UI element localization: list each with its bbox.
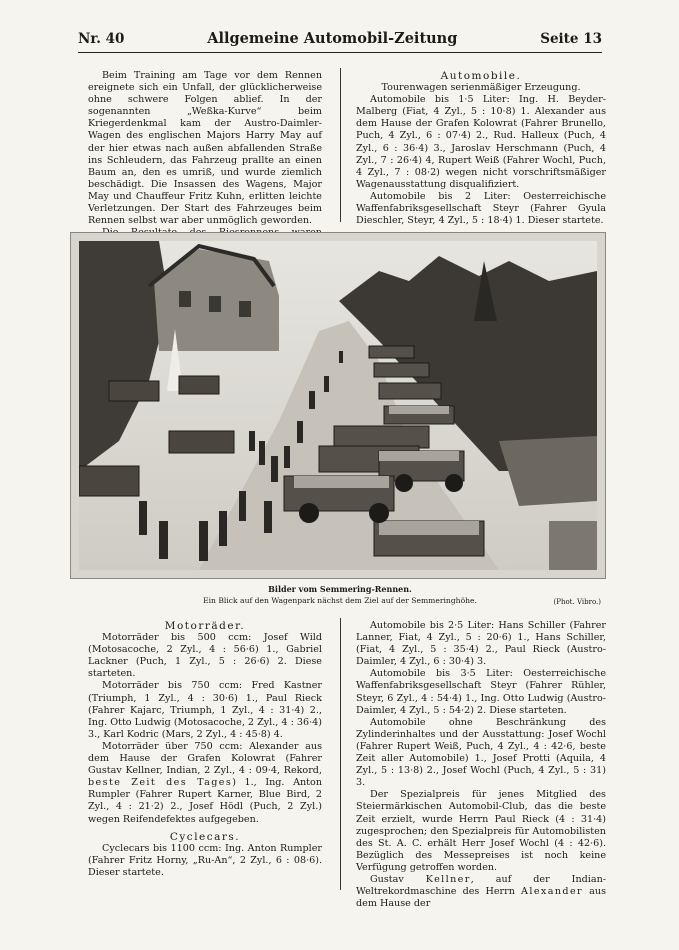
race-photo-image: [79, 241, 597, 570]
result-over-750-part1: Motorräder über 750 ccm: Alexander aus dem Hause der Grafen Kolowrat (Fahrer Gustav Kellner, Indian, 2 Zyl., 4 : 09·4, Rekord,: [88, 740, 322, 777]
result-1-5-liter: Automobile bis 1·5 Liter: Ing. H. Beyder-Malberg (Fiat, 4 Zyl., 5 : 10·8) 1. Alexander aus dem Hause der Grafen Kolowrat (Fahrer Brunello, Puch, 4 Zyl., 6 : 07·4) 2., Rud. Halleux (Puch, 4 Zyl., 6 : 36·4) 3., Jaroslav Herschmann (Puch, 4 Zyl., 7 : 26·4) 4, Rupert Weiß (Fahrer Wochl, Puch, 4 Zyl., 7 : 08·2) wegen nicht vorschriftsmäßiger Wagenausstattung disqualifiziert.: [356, 94, 606, 190]
result-over-750-part2: ) 1., Ing. Anton Rumpler (Fahrer Rupert Karner, Blue Bird, 2 Zyl., 4 : 21·2) 2., Josef Hödl (Puch, 2 Zyl.) wegen Reifendefektes aufgegeben.: [88, 777, 322, 825]
result-3-5-liter: Automobile bis 3·5 Liter: Oesterreichische Waffenfabriksgesellschaft Steyr (Fahrer Rühler, Steyr, 6 Zyl., 4 : 54·4) 1., Ing. Otto Ludwig (Austro-Daimler, 4 Zyl., 5 : 54·2) 2. Diese starteten.: [356, 668, 606, 716]
issue-number: Nr. 40: [78, 31, 125, 47]
newspaper-title: Allgemeine Automobil-Zeitung: [207, 30, 458, 47]
column-divider-top: [340, 68, 341, 222]
kellner-part3: aus dem Hause der: [356, 886, 606, 910]
kellner-paragraph: [356, 874, 606, 910]
left-column-bottom: [88, 620, 322, 879]
result-unrestricted: Automobile ohne Beschränkung des Zylinderinhaltes und der Ausstattung: Josef Wochl (Fahrer Rupert Weiß, Puch, 4 Zyl., 4 : 42·6, beste Zeit aller Automobile) 1., Josef Protti (Aquila, 4 Zyl., 5 : 13·8) 2., Josef Wochl (Puch, 4 Zyl., 5 : 31) 3.: [356, 716, 606, 789]
race-photo: [70, 232, 606, 579]
result-2-liter: Automobile bis 2 Liter: Oesterreichische Waffenfabriksgesellschaft Steyr (Fahrer Gyula Dieschler, Steyr, 4 Zyl., 5 : 18·4) 1. Dieser startete.: [356, 190, 606, 227]
special-prize-paragraph: Der Spezialpreis für jenes Mitglied des Steiermärkischen Automobil-Club, das die beste Zeit erzielt, wurde Herrn Paul Rieck (4 : 31·4) zugesprochen; den Spezialpreis für Automobilisten des St. A. C. erhält Herr Josef Wochl (4 : 42·6). Bezüglich des Messepreises ist noch keine Verfügung getroffen worden.: [356, 789, 606, 873]
subheading-tourenwagen: Tourenwagen serienmäßiger Erzeugung.: [381, 82, 581, 94]
alexander-name: Alexander: [521, 886, 584, 898]
section-heading-cyclecars: Cyclecars.: [169, 830, 241, 843]
kellner-part2: , auf der Indian-Weltrekordmaschine des Herrn: [356, 873, 606, 898]
result-over-750-ccm: [88, 741, 322, 826]
section-heading-automobile: Automobile.: [440, 70, 522, 82]
kellner-name: Kellner: [425, 873, 471, 885]
page-header: [78, 30, 602, 52]
photo-credit: (Phot. Vibro.): [553, 598, 601, 606]
right-column-top: [356, 70, 606, 227]
photo-caption-subtitle: Ein Blick auf den Wagenpark nächst dem Ziel auf der Semmeringhöhe.: [203, 596, 477, 605]
photo-caption-title: Bilder vom Semmering-Rennen.: [268, 584, 412, 594]
result-750-ccm: Motorräder bis 750 ccm: Fred Kastner (Triumph, 1 Zyl., 4 : 30·6) 1., Paul Rieck (Fahrer Kajarc, Triumph, 1 Zyl., 4 : 31·4) 2., Ing. Otto Ludwig (Motosacoche, 2 Zyl., 4 : 36·4) 3., Karl Kodric (Mars, 2 Zyl., 4 : 45·8) 4.: [88, 680, 322, 740]
right-column-bottom: [356, 620, 606, 910]
left-column-top: [88, 70, 322, 251]
header-rule: [78, 52, 602, 53]
best-time-phrase: beste Zeit des Tages: [88, 777, 233, 789]
result-500-ccm: Motorräder bis 500 ccm: Josef Wild (Motosacoche, 2 Zyl., 4 : 56·6) 1., Gabriel Lackner (Puch, 1 Zyl., 5 : 26·6) 2. Diese starteten.: [88, 632, 322, 680]
column-divider-bottom: [340, 618, 341, 890]
page-number: Seite 13: [540, 31, 602, 47]
kellner-part1: Gustav: [370, 873, 404, 885]
result-2-5-liter: Automobile bis 2·5 Liter: Hans Schiller (Fahrer Lanner, Fiat, 4 Zyl., 5 : 20·6) 1., Hans Schiller, (Fiat, 4 Zyl., 5 : 35·4) 2., Paul Rieck (Austro-Daimler, 4 Zyl., 6 : 30·4) 3.: [356, 620, 606, 668]
accident-paragraph: Beim Training am Tage vor dem Rennen ereignete sich ein Unfall, der glücklicherweise ohne schwere Folgen ablief. In der sogenannten „Weßka-Kurve“ beim Kriegerdenkmal kam der Austro-Daimler-Wagen des englischen Majors Harry May auf der hier etwas nach außen abfallenden Straße ins Schleudern, das Fahrzeug prallte an einen Baum an, den es umriß, und wurde ziemlich beschädigt. Die Insassen des Wagens, Major May und Chauffeur Fritz Kuhn, erlitten leichte Verletzungen. Der Start des Fahrzeuges beim Rennen selbst war aber unmöglich geworden.: [88, 70, 322, 227]
result-cyclecars: Cyclecars bis 1100 ccm: Ing. Anton Rumpler (Fahrer Fritz Horny, „Ru-An“, 2 Zyl., 6 : 08·6). Dieser startete.: [88, 842, 322, 878]
section-heading-motorraeder: Motorräder.: [164, 620, 246, 632]
